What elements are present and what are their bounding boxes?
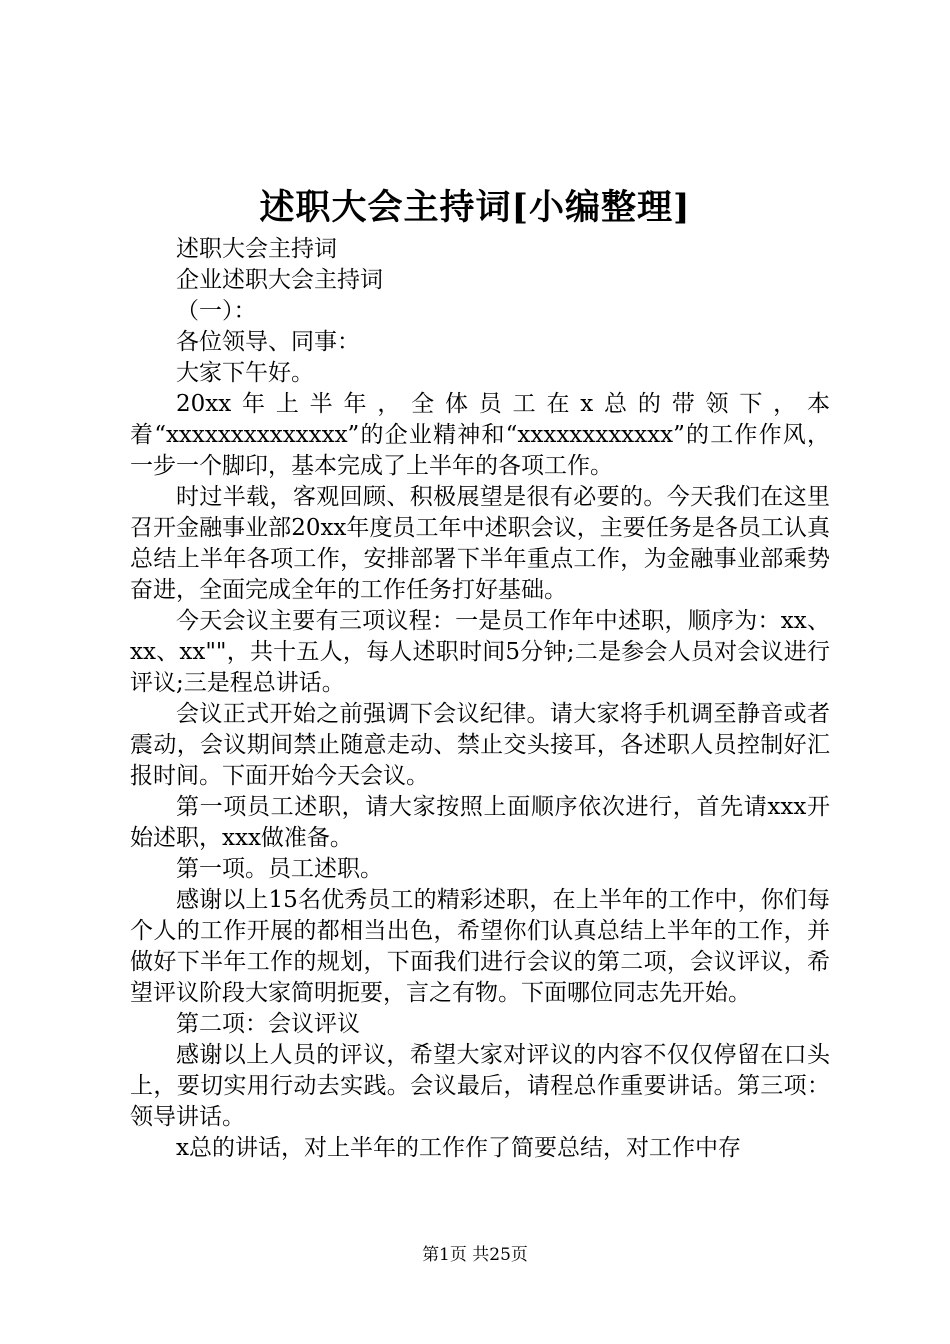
paragraph-8: 今天会议主要有三项议程：一是员工作年中述职，顺序为：xx、xx、xx""，共十五人，每人述职时间5分钟;二是参会人员对会议进行评议;三是程总讲话。 (130, 608, 830, 696)
paragraph-1: 述职大会主持词 (176, 236, 337, 262)
paragraph-11: 第一项。员工述职。 (176, 856, 383, 882)
paragraph-5: 大家下午好。 (176, 360, 314, 386)
paragraph-9: 会议正式开始之前强调下会议纪律。请大家将手机调至静音或者震动，会议期间禁止随意走动、禁止交头接耳，各述职人员控制好汇报时间。下面开始今天会议。 (130, 701, 830, 789)
paragraph-15: x总的讲话，对上半年的工作作了简要总结，对工作中存 (176, 1135, 741, 1161)
paragraph-13: 第二项：会议评议 (176, 1011, 360, 1037)
document-title: 述职大会主持词[小编整理] (259, 187, 691, 228)
paragraph-12: 感谢以上15名优秀员工的精彩述职，在上半年的工作中，你们每个人的工作开展的都相当出色，希望你们认真总结上半年的工作，并做好下半年工作的规划，下面我们进行会议的第二项，会议评议，希望评议阶段大家简明扼要，言之有物。下面哪位同志先开始。 (130, 887, 830, 1006)
paragraph-7: 时过半载，客观回顾、积极展望是很有必要的。今天我们在这里召开金融事业部20xx年度员工年中述职会议，主要任务是各员工认真总结上半年各项工作，安排部署下半年重点工作，为金融事业部乘势奋进，全面完成全年的工作任务打好基础。 (130, 484, 830, 603)
document-body (130, 234, 830, 1164)
page-footer: 第1页 共25页 (422, 1245, 528, 1265)
paragraph-14: 感谢以上人员的评议，希望大家对评议的内容不仅仅停留在口头上，要切实用行动去实践。会议最后，请程总作重要讲话。第三项：领导讲话。 (130, 1042, 830, 1130)
paragraph-6: 20xx年上半年，全体员工在x总的带领下，本着“xxxxxxxxxxxxxx”的企业精神和“xxxxxxxxxxxx”的工作作风，一步一个脚印，基本完成了上半年的各项工作。 (130, 391, 830, 479)
paragraph-2: 企业述职大会主持词 (176, 267, 383, 293)
paragraph-3: （一）： (176, 298, 257, 324)
paragraph-10: 第一项员工述职，请大家按照上面顺序依次进行，首先请xxx开始述职，xxx做准备。 (130, 794, 830, 851)
paragraph-4: 各位领导、同事： (176, 329, 360, 355)
